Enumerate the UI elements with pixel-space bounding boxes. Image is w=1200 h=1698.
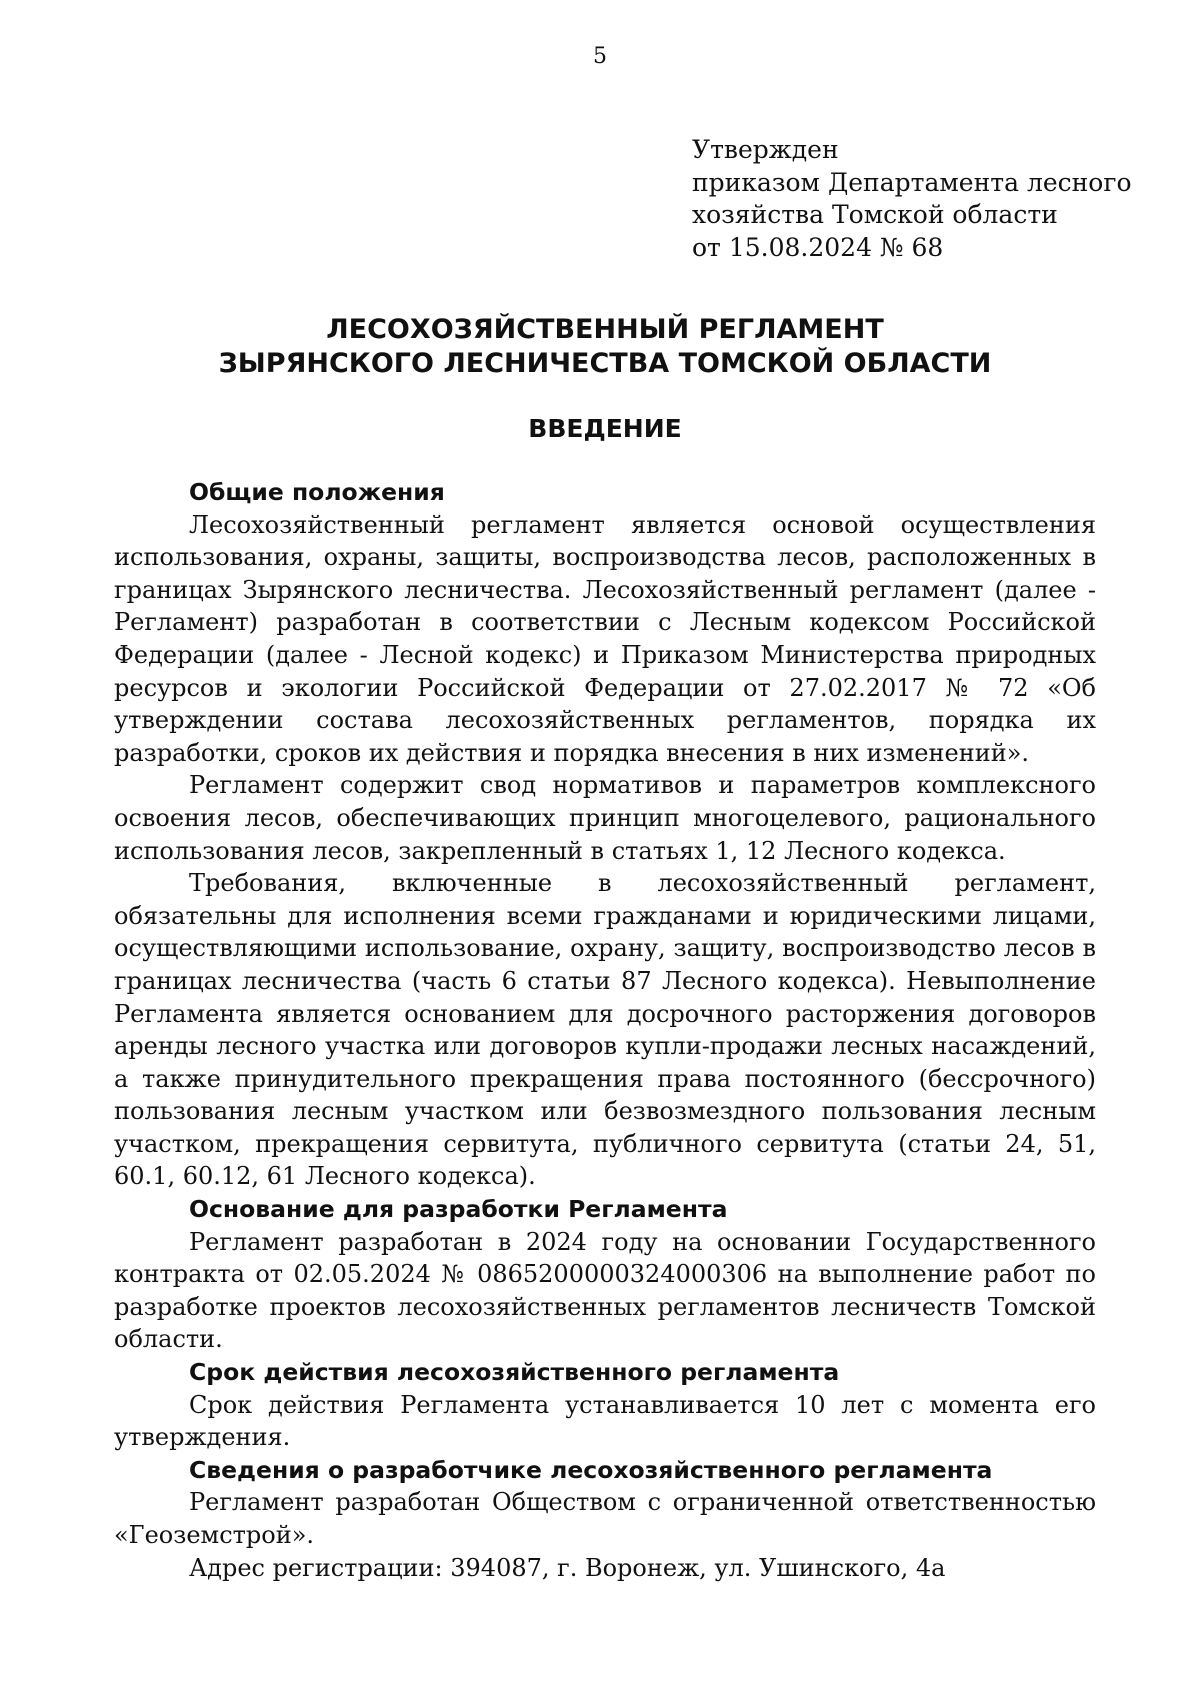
section-title: ВВЕДЕНИЕ (528, 414, 682, 443)
page-number: 5 (593, 44, 607, 69)
title-line: ЛЕСОХОЗЯЙСТВЕННЫЙ РЕГЛАМЕНТ (326, 314, 884, 345)
paragraph: Регламент разработан Обществом с ограниченной ответственностью «Геоземстрой». (114, 1488, 1096, 1549)
paragraph: Требования, включенные в лесохозяйственный регламент, обязательны для исполнения всеми гражданами и юридическими лицами, осуществляющими использование, охрану, защиту, воспроизводство лесов в границах лесничества (часть 6 статьи 87 Лесного кодекса). Невыполнение Регламента является основанием для досрочного расторжения договоров аренды лесного участка или договоров купли-продажи лесных насаждений, а также принудительного прекращения права постоянного (бессрочного) пользования лесным участком или безвозмездного пользования лесным участком, прекращения сервитута, публичного сервитута (статьи 24, 51, 60.1, 60.12, 61 Лесного кодекса). (114, 869, 1096, 1191)
title-line: ЗЫРЯНСКОГО ЛЕСНИЧЕСТВА ТОМСКОЙ ОБЛАСТИ (218, 348, 992, 379)
paragraph: Срок действия Регламента устанавливается 10 лет с момента его утверждения. (114, 1390, 1096, 1452)
approval-stamp (692, 134, 1132, 264)
document-body (114, 476, 1096, 1584)
approval-line: Утвержден (692, 135, 839, 164)
paragraph: Регламент разработан в 2024 году на основании Государственного контракта от 02.05.2024 № 0865200000324000306 на выполнение работ по разработке проектов лесохозяйственных регламентов лесничеств Томской области. (114, 1227, 1096, 1354)
approval-line: приказом Департамента лесного (692, 167, 1132, 197)
heading-basis: Основание для разработки Регламента (189, 1195, 728, 1224)
heading-developer: Сведения о разработчике лесохозяйственного регламента (189, 1455, 993, 1484)
approval-line: хозяйства Томской области (692, 200, 1058, 229)
approval-line: от 15.08.2024 № 68 (692, 232, 944, 262)
heading-term: Срок действия лесохозяйственного регламента (189, 1358, 840, 1387)
paragraph: Регламент содержит свод нормативов и параметров комплексного освоения лесов, обеспечивающих принцип многоцелевого, рационального использования лесов, закрепленный в статьях 1, 12 Лесного кодекса. (114, 771, 1096, 865)
document-title (114, 313, 1096, 381)
heading-general: Общие положения (189, 478, 445, 506)
paragraph: Адрес регистрации: 394087, г. Воронеж, ул. Ушинского, 4а (189, 1553, 946, 1582)
paragraph: Лесохозяйственный регламент является основой осуществления использования, охраны, защиты, воспроизводства лесов, расположенных в границах Зырянского лесничества. Лесохозяйственный регламент (далее - Регламент) разработан в соответствии с Лесным кодексом Российской Федерации (далее - Лесной кодекс) и Приказом Министерства природных ресурсов и экологии Российской Федерации от 27.02.2017 № 72 «Об утверждении состава лесохозяйственных регламентов, порядка их разработки, сроков их действия и порядка внесения в них изменений». (114, 510, 1096, 767)
